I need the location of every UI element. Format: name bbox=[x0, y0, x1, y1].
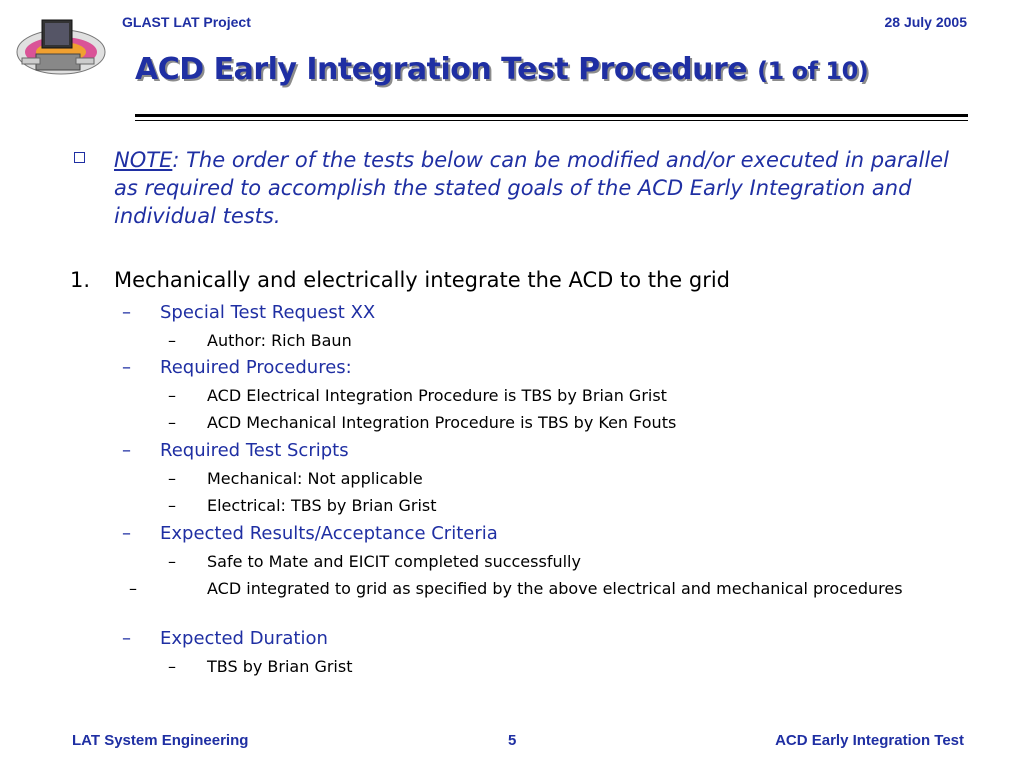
title-sub: (1 of 10) bbox=[757, 57, 869, 85]
item-procedure-mechanical: – ACD Mechanical Integration Procedure is TBS by Ken Fouts bbox=[168, 413, 677, 432]
title-rule-thin bbox=[135, 120, 968, 121]
item-special-test-request: – Special Test Request XX bbox=[122, 302, 376, 323]
step-text: Mechanically and electrically integrate the ACD to the grid bbox=[114, 268, 731, 292]
square-bullet-icon bbox=[74, 152, 85, 163]
note-body: : The order of the tests below can be modified and/or executed in parallel as required to accomplish the stated goals of the ACD Early Integration and individual tests. bbox=[114, 148, 949, 228]
step-1 bbox=[70, 268, 730, 292]
item-procedure-electrical: – ACD Electrical Integration Procedure is TBS by Brian Grist bbox=[168, 386, 667, 405]
footer-page-number: 5 bbox=[508, 732, 517, 749]
item-script-mechanical: – Mechanical: Not applicable bbox=[168, 469, 423, 488]
title-main: ACD Early Integration Test Procedure bbox=[135, 52, 748, 87]
item-criteria-integrated: – ACD integrated to grid as specified by the above electrical and mechanical procedures bbox=[129, 579, 903, 598]
step-number: 1. bbox=[70, 268, 91, 292]
slide-title bbox=[135, 52, 868, 87]
item-script-electrical: – Electrical: TBS by Brian Grist bbox=[168, 496, 437, 515]
item-expected-results: – Expected Results/Acceptance Criteria bbox=[122, 523, 498, 544]
header-project: GLAST LAT Project bbox=[122, 14, 251, 30]
footer-right: ACD Early Integration Test bbox=[775, 732, 964, 749]
item-expected-duration: – Expected Duration bbox=[122, 628, 328, 649]
header-date: 28 July 2005 bbox=[884, 14, 967, 30]
footer-left: LAT System Engineering bbox=[72, 732, 249, 749]
item-criteria-safe-to-mate: – Safe to Mate and EICIT completed successfully bbox=[168, 552, 581, 571]
title-rule-thick bbox=[135, 114, 968, 117]
item-duration-value: – TBS by Brian Grist bbox=[168, 657, 353, 676]
item-author: – Author: Rich Baun bbox=[168, 331, 352, 350]
glast-logo-icon bbox=[14, 14, 108, 84]
note-label: NOTE bbox=[114, 148, 173, 172]
item-required-test-scripts: – Required Test Scripts bbox=[122, 440, 349, 461]
item-required-procedures: – Required Procedures: bbox=[122, 357, 352, 378]
note-text bbox=[114, 146, 974, 230]
